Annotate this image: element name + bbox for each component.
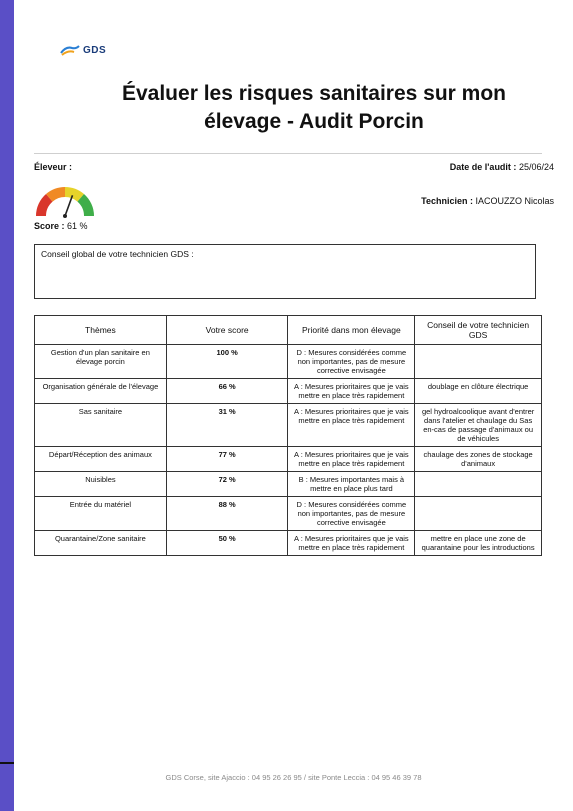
technicien (421, 196, 554, 206)
theme-cell: Nuisibles (35, 472, 167, 497)
table-row (35, 345, 542, 379)
score-cell: 31 % (166, 404, 288, 447)
priority-cell: A : Mesures prioritaires que je vais mettre en place très rapidement (288, 404, 415, 447)
priority-cell: A : Mesures prioritaires que je vais mettre en place très rapidement (288, 379, 415, 404)
score-value: 61 % (67, 221, 88, 231)
score-cell: 50 % (166, 531, 288, 556)
advice-cell (415, 497, 542, 531)
theme-cell: Quarantaine/Zone sanitaire (35, 531, 167, 556)
score-cell: 100 % (166, 345, 288, 379)
score-label: Score : (34, 221, 65, 231)
advice-cell: doublage en clôture électrique (415, 379, 542, 404)
priority-cell: A : Mesures prioritaires que je vais mettre en place très rapidement (288, 531, 415, 556)
table-row (35, 472, 542, 497)
theme-cell: Organisation générale de l'élevage (35, 379, 167, 404)
priority-cell: D : Mesures considérées comme non importantes, pas de mesure corrective envisagée (288, 345, 415, 379)
date-value: 25/06/24 (518, 162, 554, 172)
edge-line (0, 762, 14, 764)
technicien-label: Technicien : (421, 196, 473, 206)
theme-cell: Gestion d'un plan sanitaire en élevage porcin (35, 345, 167, 379)
gds-logo-icon (60, 44, 80, 56)
gds-logo (60, 44, 106, 56)
theme-cell: Départ/Réception des animaux (35, 447, 167, 472)
score-gauge (36, 176, 94, 220)
table-header-row (35, 316, 542, 345)
advice-cell: chaulage des zones de stockage d'animaux (415, 447, 542, 472)
advice-cell: mettre en place une zone de quarantaine pour les introductions (415, 531, 542, 556)
score (34, 221, 88, 231)
header-advice: Conseil de votre technicien GDS (415, 316, 542, 345)
eleveur-label: Éleveur : (34, 162, 73, 172)
priority-cell: A : Mesures prioritaires que je vais mettre en place très rapidement (288, 447, 415, 472)
gds-logo-text: GDS (83, 44, 107, 56)
advice-cell: gel hydroalcoolique avant d'entrer dans l'atelier et chaulage du Sas en-cas de passage d'animaux ou de véhicules (415, 404, 542, 447)
audit-table (34, 315, 542, 556)
table-row (35, 447, 542, 472)
table-row (35, 497, 542, 531)
header-score: Votre score (166, 316, 288, 345)
global-advice-box (34, 244, 536, 299)
priority-cell: D : Mesures considérées comme non importantes, pas de mesure corrective envisagée (288, 497, 415, 531)
date-label: Date de l'audit : (449, 162, 517, 172)
score-cell: 66 % (166, 379, 288, 404)
technicien-value: IACOUZZO Nicolas (475, 196, 554, 206)
priority-cell: B : Mesures importantes mais à mettre en place plus tard (288, 472, 415, 497)
title-line-1: Évaluer les risques sanitaires sur mon (121, 82, 506, 105)
table-row (35, 379, 542, 404)
title-line-2: élevage - Audit Porcin (204, 110, 424, 133)
header-priority: Priorité dans mon élevage (288, 316, 415, 345)
audit-date (450, 162, 554, 172)
page-title (74, 80, 554, 136)
score-cell: 88 % (166, 497, 288, 531)
theme-cell: Entrée du matériel (35, 497, 167, 531)
page-footer: GDS Corse, site Ajaccio : 04 95 26 26 95 / site Ponte Leccia : 04 95 46 39 78 (165, 773, 422, 782)
header-divider (34, 153, 542, 154)
score-cell: 77 % (166, 447, 288, 472)
table-row (35, 531, 542, 556)
score-cell: 72 % (166, 472, 288, 497)
gauge-needle (65, 195, 73, 216)
header-themes: Thèmes (35, 316, 167, 345)
theme-cell: Sas sanitaire (35, 404, 167, 447)
advice-cell (415, 472, 542, 497)
advice-cell (415, 345, 542, 379)
global-advice-label: Conseil global de votre technicien GDS : (41, 249, 194, 259)
table-row (35, 404, 542, 447)
